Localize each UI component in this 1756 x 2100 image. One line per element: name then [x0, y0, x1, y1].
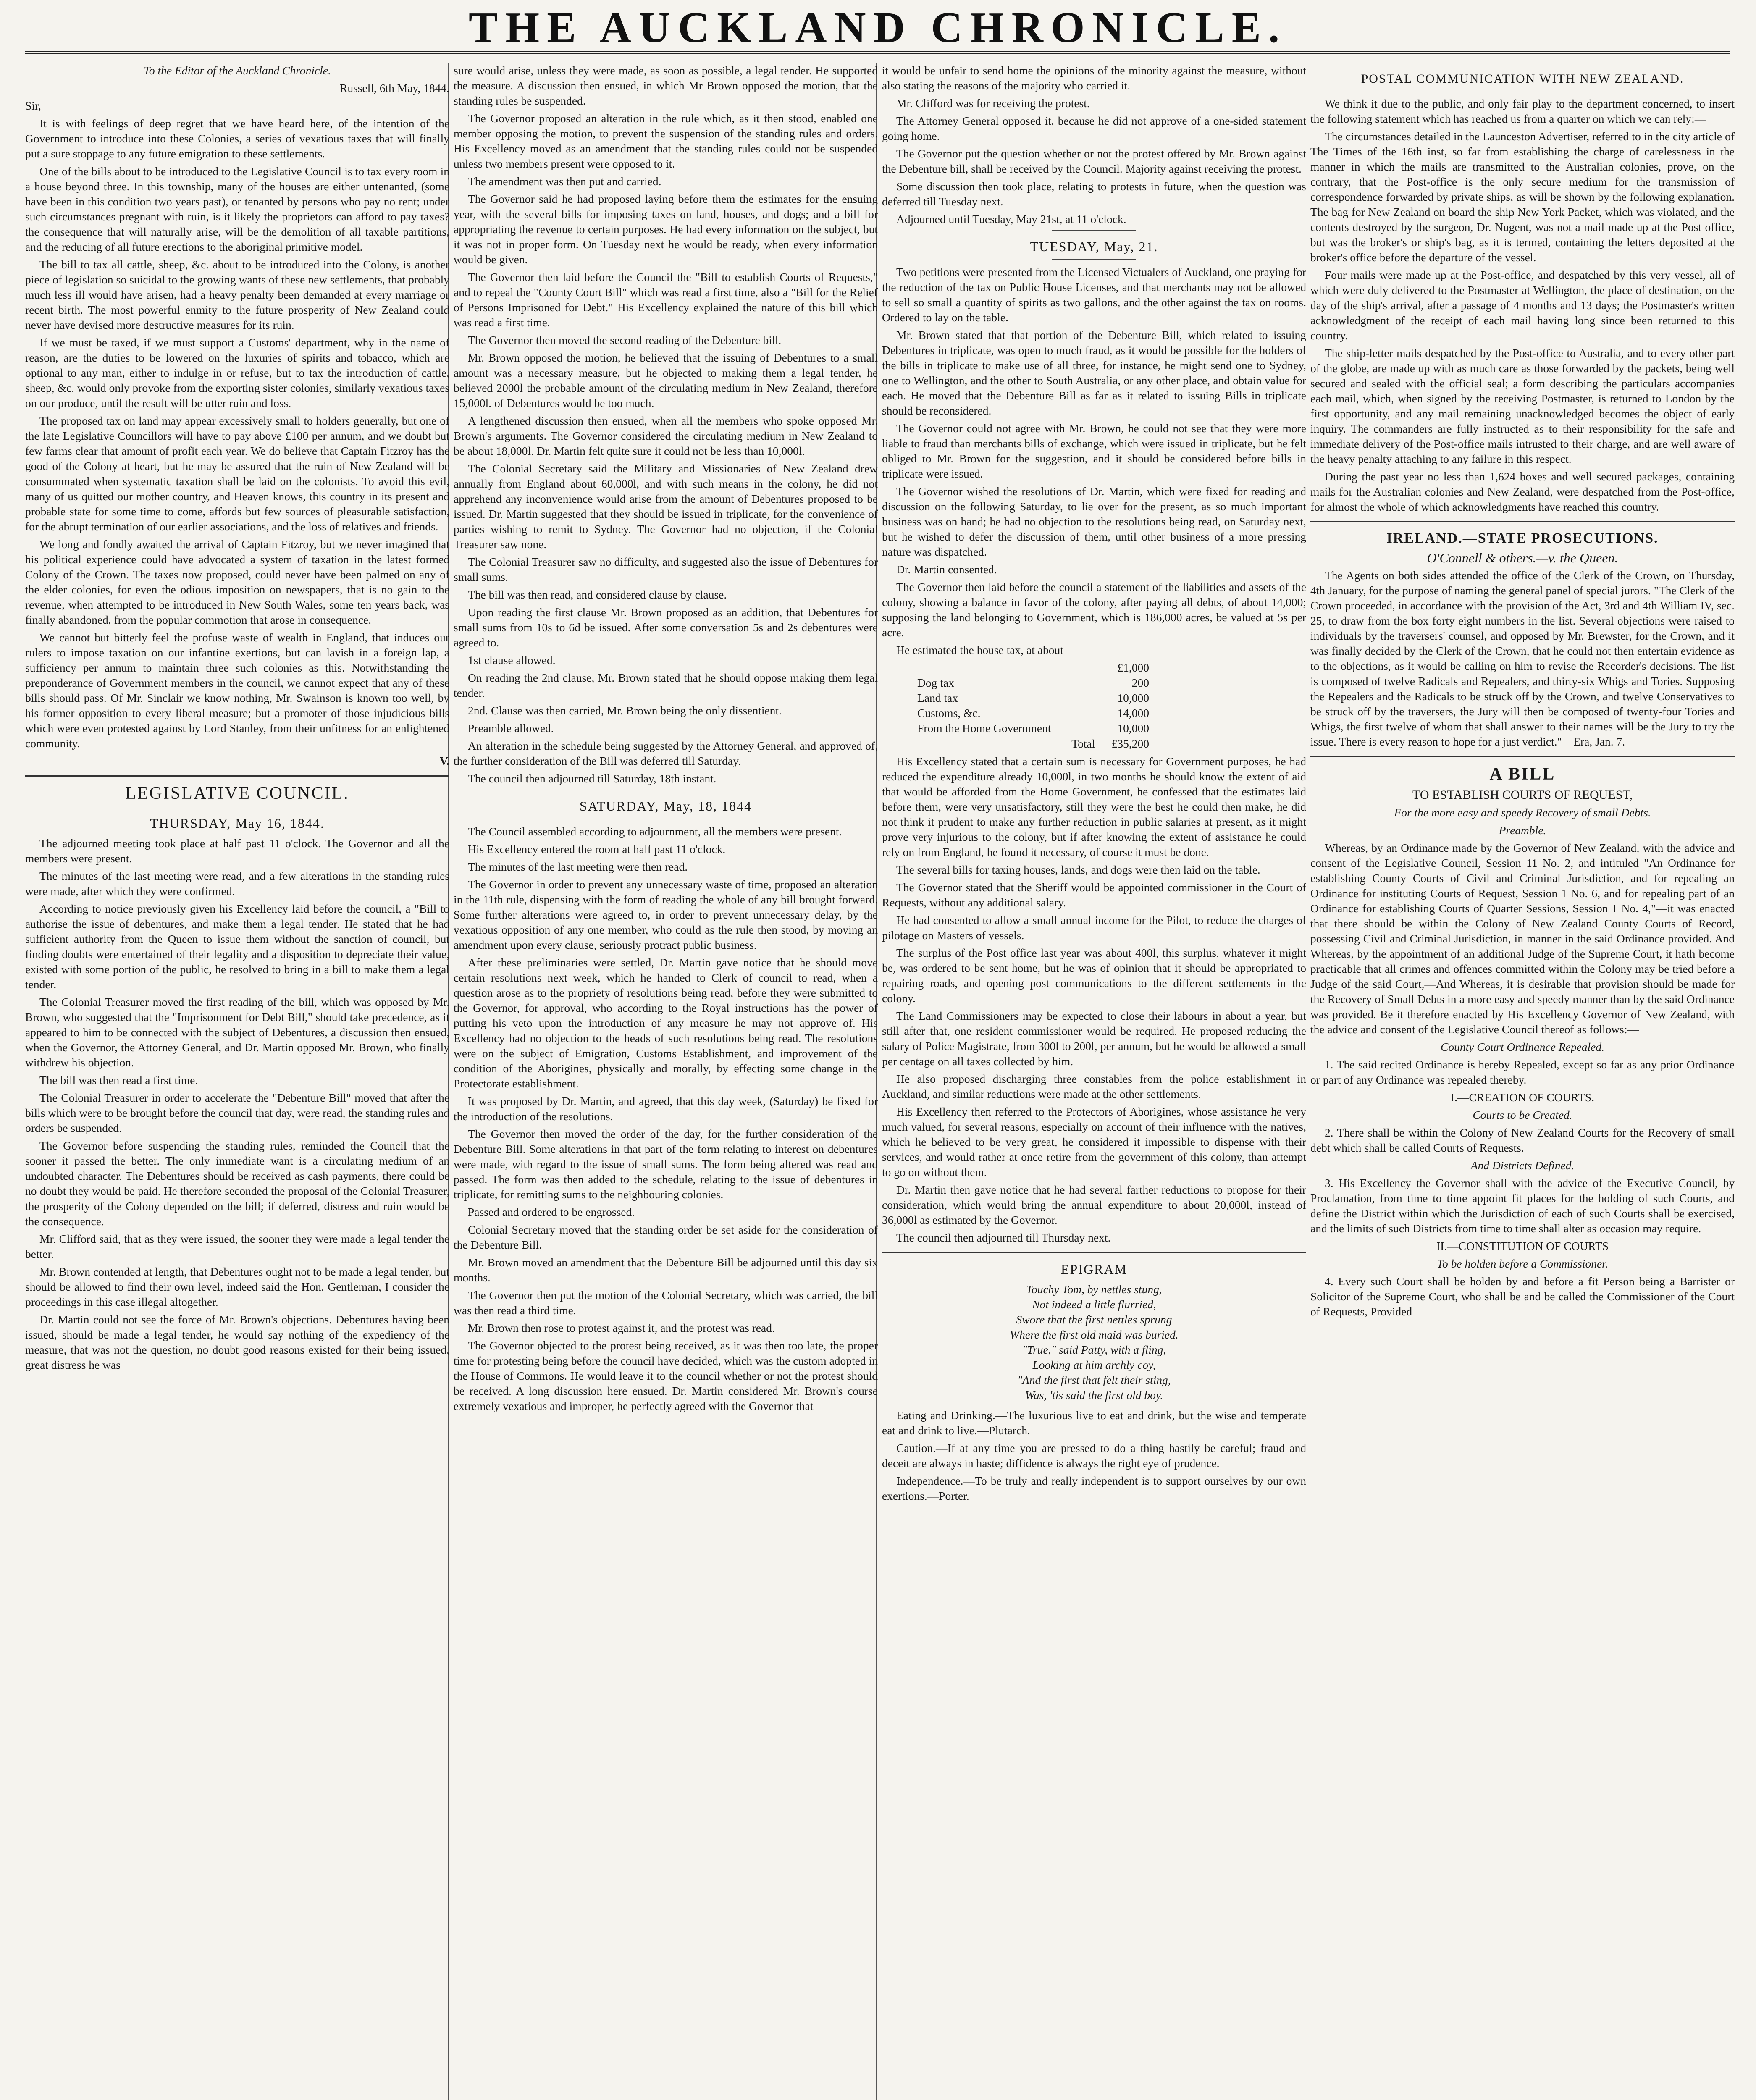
bill-subtitle: For the more easy and speedy Recovery of small Debts.: [1394, 806, 1651, 819]
report-paragraph: After these preliminaries were settled, Dr. Martin gave notice that he should move certain resolutions next week, which he handed to Clerk of council to read, when a question arose as to the propriety of resolutions being read, before they were submitted to the Governor, for approval, who according to the Royal instructions has the power of putting his veto upon the introduction of any measure he may not approve of. His Excellency had no objection to the heads of such resolutions being read. The resolutions were on the subject of Emigration, Customs Establishment, and improvement of the condition of the Aborigines, physically and morally, by effecting some change in the Protectorate establishment.: [454, 956, 878, 1090]
report-paragraph: sure would arise, unless they were made, as soon as possible, a legal tender. He supported the measure. A discussion then ensued, in which Mr Brown opposed the motion, that the standing rules be suspended.: [454, 64, 878, 107]
letter-paragraph: The bill to tax all cattle, sheep, &c. about to be introduced into the Colony, is another piece of legislation so suicidal to the growing wants of these new settlements, that probably much less ill would have arisen, had a heavy penalty been demanded at every marriage or recent birth. The most powerful enmity to the future prosperity of New Zealand could never have devised more destructive measures for its ruin.: [25, 258, 449, 331]
section-heading-ireland: IRELAND.—STATE PROSECUTIONS.: [1386, 530, 1659, 546]
table-cell-value: £1,000: [1117, 661, 1149, 674]
report-paragraph: The minutes of the last meeting were read, and a few alterations in the standing rules were made, after which they were confirmed.: [25, 869, 449, 898]
table-row: [916, 675, 1151, 690]
report-paragraph: The Governor said he had proposed laying before them the estimates for the ensuing year, with the several bills for imposing taxes on land, houses, and dogs; and a bill for appropriating the revenue to certain purposes. He had every information on the subject, but it was not in proper form. On Tuesday next he would be ready, when every information would be given.: [454, 192, 878, 266]
column-1: [25, 63, 449, 2100]
report-paragraph: On reading the 2nd clause, Mr. Brown stated that he should oppose making them legal tender.: [454, 671, 878, 699]
report-paragraph: Dr. Martin then gave notice that he had several farther reductions to propose for their consideration, which would bring the annual expenditure to about 20,000l, instead of 36,000l as estimated by the Governor.: [882, 1183, 1306, 1226]
miscellany-item: Eating and Drinking.—The luxurious live to eat and drink, but the wise and temperate eat and drink to live.—Plutarch.: [882, 1409, 1306, 1437]
report-paragraph: His Excellency stated that a certain sum is necessary for Government purposes, he had reduced the expenditure already 10,000l, in two months he should know the extent of aid that would be afforded from the Home Government, he confessed that the estimates laid before them, were very unsatisfactory, still they were the best he could then make, he did not think it prudent to make any further reduction in public salaries at present, as it might prove very injurious to the colony, but if after knowing the extent of assistance he could rely on from England, he found it necessary, of course it must be done.: [882, 755, 1306, 858]
poem-line: Where the first old maid was buried.: [1010, 1328, 1179, 1341]
heading-rule: [1052, 230, 1136, 231]
date-heading-saturday: SATURDAY, May, 18, 1844: [579, 798, 752, 814]
section-divider: [1310, 521, 1735, 522]
report-paragraph: The Governor proposed an alteration in the rule which, as it then stood, enabled one member opposing the motion, to prevent the suspension of the standing rules and orders. His Excellency moved as an amendment that the standing rules could not be suspended unless two members present were opposed to it.: [454, 112, 878, 170]
report-paragraph: The minutes of the last meeting were then read.: [468, 860, 688, 873]
report-paragraph: Colonial Secretary moved that the standing order be set aside for the consideration of the Debenture Bill.: [454, 1223, 878, 1251]
report-paragraph: Preamble allowed.: [468, 722, 554, 735]
poem-line: Was, 'tis said the first old boy.: [1025, 1389, 1163, 1402]
bill-section-heading: Courts to be Created.: [1473, 1108, 1572, 1121]
letter-paragraph: If we must be taxed, if we must support a Customs' department, why in the name of reason, are the duties to be lowered on the luxuries of spirits and tobacco, which are optional to any man, either to indulge in or refuse, but to tax the introduction of cattle, sheep, &c. would only provoke from the exporting sister colonies, similarly vexatious taxes on our produce, until the result will be utter ruin and loss.: [25, 336, 449, 410]
report-paragraph: Upon reading the first clause Mr. Brown proposed as an addition, that Debentures for small sums from 10s to 6d be issued. After some conversation 5s and 2s debentures were agreed to.: [454, 606, 878, 649]
report-paragraph: Mr. Brown then rose to protest against it, and the protest was read.: [468, 1321, 775, 1334]
report-paragraph: It was proposed by Dr. Martin, and agreed, that this day week, (Saturday) be fixed for the introduction of the resolutions.: [454, 1095, 878, 1123]
table-cell-label: From the Home Government: [917, 722, 1051, 735]
report-paragraph: The Governor then moved the order of the day, for the further consideration of the Debenture Bill. Some alterations in that part of the form relating to interest on debentures were made, with regard to the issue of small sums. The form being altered was read and passed. The form was then added to the schedule, relating to the issue of debentures in triplicate, for remitting sums to the neighbouring colonies.: [454, 1127, 878, 1201]
report-paragraph: His Excellency then referred to the Protectors of Aborigines, whose assistance he very much valued, for several reasons, especially on account of their influence with the natives, which he believed to be very great, he considered it impossible to dispense with their services, and would rather at once retire from the government of this colony, than attempt to go on without them.: [882, 1105, 1306, 1179]
report-paragraph: The Governor then put the motion of the Colonial Secretary, which was carried, the bill was then read a third time.: [454, 1289, 878, 1317]
epigram-poem: [882, 1282, 1306, 1403]
report-paragraph: The bill was then read a first time.: [39, 1074, 198, 1087]
report-paragraph: The adjourned meeting took place at half past 11 o'clock. The Governor and all the members were present.: [25, 837, 449, 865]
table-cell-value: 10,000: [1117, 722, 1149, 735]
poem-line: "And the first that felt their sting,: [1017, 1373, 1171, 1386]
table-row: [916, 721, 1151, 736]
letter-addressee: To the Editor of the Auckland Chronicle.: [144, 64, 331, 77]
table-cell-value: 200: [1131, 676, 1149, 689]
report-paragraph: Mr. Brown contended at length, that Debentures ought not to be made a legal tender, but should be allowed to find their own level, indeed said the Hon. Gentleman, I consider the proceedings in this case illegal altogether.: [25, 1265, 449, 1308]
letter-signature: V.: [439, 754, 449, 767]
article-paragraph: During the past year no less than 1,624 boxes and well secured packages, containing mails for the Australian colonies and New Zealand, were despatched from the Post-office, for almost the whole of which acknowledgments have reached this country.: [1310, 470, 1735, 513]
bill-paragraph: Whereas, by an Ordinance made by the Governor of New Zealand, with the advice and consent of the Legislative Council, Session 11 No. 2, and intituled "An Ordinance for establishing County Courts of Civil and Criminal Jurisdiction, and for repealing an Ordinance for instituting Courts of Request, Session 1 No. 6, and for repealing part of an Ordinance for establishing Courts of Quarter Sessions, Session 1 No. 4,"—it was enacted that there should be within the Colony of New Zealand County Courts of Record, possessing Civil and Criminal Jurisdiction, in manner in the said Ordinance provided. And Whereas, by the appointment of an additional Judge of the Supreme Court, it hath become practicable that all crimes and offences committed within the Colony may be tried before a Judge of the said Court,—And Whereas, it is desirable that provision should be made for the Recovery of Small Debts in a more easy and speedy manner than by the said Ordinance was provided. Be it therefore enacted by His Excellency Governor of New Zealand, with the advice and consent of the Legislative Council thereof as follows:—: [1310, 841, 1735, 1036]
report-paragraph: Mr. Brown moved an amendment that the Debenture Bill be adjourned until this day six months.: [454, 1256, 878, 1284]
newspaper-title: THE AUCKLAND CHRONICLE.: [468, 3, 1287, 52]
report-paragraph: An alteration in the schedule being suggested by the Attorney General, and approved of, the further consideration of the Bill was deferred till Saturday.: [454, 739, 878, 767]
masthead: [25, 5, 1730, 54]
heading-rule: [1052, 259, 1136, 260]
report-paragraph: The Governor stated that the Sheriff would be appointed commissioner in the Court of Requests, without any additional salary.: [882, 881, 1306, 909]
bill-title: TO ESTABLISH COURTS OF REQUEST,: [1412, 788, 1633, 802]
report-paragraph: Passed and ordered to be engrossed.: [468, 1205, 635, 1218]
bill-section-heading: To be holden before a Commissioner.: [1437, 1257, 1608, 1270]
report-paragraph: Mr. Clifford was for receiving the protest.: [896, 97, 1090, 110]
miscellany-item: Caution.—If at any time you are pressed to do a thing hastily be careful; fraud and deceit are always in haste; diffidence is always the right eye of prudence.: [882, 1441, 1306, 1470]
poem-line: Touchy Tom, by nettles stung,: [1026, 1283, 1162, 1296]
table-total-label: Total: [916, 736, 1097, 752]
report-paragraph: The Governor then laid before the council a statement of the liabilities and assets of the colony, showing a balance in favor of the colony, after paying all debts, of about 14,000; supposing the land belonging to Government, which is 186,000 acres, be valued at 5s per acre.: [882, 580, 1306, 639]
bill-section-heading: And Districts Defined.: [1470, 1159, 1575, 1172]
table-row: [916, 660, 1151, 675]
report-paragraph: The Council assembled according to adjournment, all the members were present.: [468, 825, 842, 838]
table-cell-label: Land tax: [917, 691, 958, 704]
report-paragraph: The several bills for taxing houses, lands, and dogs were then laid on the table.: [896, 863, 1260, 876]
report-paragraph: He estimated the house tax, at about: [896, 643, 1063, 656]
report-paragraph: Mr. Brown opposed the motion, he believed that the issuing of Debentures to a small amount was a necessary measure, but he objected to making them a legal tender, he believed 2000l the probable amount of the circulating medium in New Zealand, therefore 15,000l. of Debentures would be too much.: [454, 351, 878, 410]
table-total-row: [916, 736, 1151, 752]
report-paragraph: 1st clause allowed.: [468, 654, 556, 667]
bill-clause: 1. The said recited Ordinance is hereby Repealed, except so far as any prior Ordinance or part of any Ordinance was repealed thereby.: [1310, 1058, 1735, 1086]
report-paragraph: Two petitions were presented from the Licensed Victualers of Auckland, one praying for the reduction of the tax on Public House Licenses, and that merchants may not be allowed to sell so small a quantity of spirits as two gallons, and the other against the tax on rooms. Ordered to lay on the table.: [882, 265, 1306, 324]
column-3: [882, 63, 1306, 2100]
bill-part-heading: II.—CONSTITUTION OF COURTS: [1436, 1239, 1609, 1252]
report-paragraph: The Governor then laid before the Council the "Bill to establish Courts of Requests," and to repeal the "County Court Bill" which was read a first time, also a "Bill for the Relief of Persons Imprisoned for Debt." His Excellency explained the nature of this bill which was read a first time.: [454, 270, 878, 329]
report-paragraph: The Governor put the question whether or not the protest offered by Mr. Brown against the Debenture bill, shall be received by the Council. Majority against receiving the protest.: [882, 147, 1306, 175]
report-paragraph: Mr. Clifford said, that as they were issued, the sooner they were made a legal tender the better.: [25, 1232, 449, 1260]
report-paragraph: The Governor before suspending the standing rules, reminded the Council that the sooner it passed the better. The only immediate want is a circulating medium of an undoubted character. The Debentures should be received as cash payments, there could be no doubt they would be paid. He therefore seconded the proposal of the Colonial Treasurer, the prosperity of the Colony depended on the bill; if deferred, distress and ruin would be the consequence.: [25, 1139, 449, 1228]
article-paragraph: We think it due to the public, and only fair play to the department concerned, to insert the following statement which has reached us from a quarter on which we can rely:—: [1310, 97, 1735, 125]
article-paragraph: The circumstances detailed in the Launceston Advertiser, referred to in the city article of The Times of the 16th inst, so far from establishing the charge of carelessness in the manner in which the mails are transmitted to the Australian colonies, prove, on the contrary, that the Post-office is the only secure medium for the transmission of correspondence forwarded by private ships, as will be shown by the following explanation. The bag for New Zealand on board the ship New York Packet, which was violated, and the contents destroyed by the surgeon, Dr. Nugent, was not a mail made up at the Post office, but was the broker's or ship's bag, as it is termed, containing the letters deposited at the broker's office before the departure of the vessel.: [1310, 130, 1735, 264]
report-paragraph: His Excellency entered the room at half past 11 o'clock.: [468, 843, 726, 856]
report-paragraph: The Colonial Treasurer saw no difficulty, and suggested also the issue of Debentures for small sums.: [454, 555, 878, 583]
report-paragraph: He had consented to allow a small annual income for the Pilot, to reduce the charges of pilotage on Masters of vessels.: [882, 914, 1306, 942]
article-paragraph: The ship-letter mails despatched by the Post-office to Australia, and to every other part of the globe, are made up with as much care as those forwarded by the packets, being well secured and sealed with the official seal; a form describing the particulars accompanies each mail, which, when signed by the receiving Postmaster, is returned to London by the first opportunity, and any mail remaining unacknowledged becomes the object of early inquiry. The commanders are fully instructed as to their responsibility for the safe and immediate delivery of the Post-office mails intrusted to their charge, and are well aware of the heavy penalty attaching to any failure in this respect.: [1310, 346, 1735, 465]
report-paragraph: The council then adjourned till Saturday, 18th instant.: [468, 772, 717, 785]
report-paragraph: The Governor wished the resolutions of Dr. Martin, which were fixed for reading and discussion on the following Saturday, to lie over for the present, as so much important business was on hand; he had no objection to the resolutions being read, on Saturday next, but he wished to defer the discussion of them, until other business of a more pressing nature was dispatched.: [882, 485, 1306, 558]
table-cell-label: Customs, &c.: [917, 706, 981, 719]
report-paragraph: The surplus of the Post office last year was about 400l, this surplus, whatever it might be, was ordered to be sent home, but he was of opinion that it should be appropriated to repairing roads, and opening post communications to the different settlements in the colony.: [882, 946, 1306, 1005]
report-paragraph: The Governor then moved the second reading of the Debenture bill.: [468, 333, 782, 346]
table-row: [916, 706, 1151, 721]
report-paragraph: He also proposed discharging three constables from the police establishment in Auckland, and similar reductions were made at the other settlements.: [882, 1072, 1306, 1100]
poem-line: Not indeed a little flurried,: [1032, 1298, 1156, 1311]
letter-paragraph: We cannot but bitterly feel the profuse waste of wealth in England, that induces our rulers to impose taxation on our infantine exertions, but can lavish in a foreign lap, a sufficiency per annum to maintain three such colonies as this. Notwithstanding the preponderance of Government members in the council, we cannot expect that any of these bills should pass. Of Mr. Sinclair we know nothing, Mr. Swainson is known too well, by his former opposition to every liberal measure; but a promoter of those injudicious bills which were even protested against by Lord Stanley, from their unfitness for an enlightened community.: [25, 631, 449, 750]
miscellany-item: Independence.—To be truly and really independent is to support ourselves by our own exertions.—Porter.: [882, 1474, 1306, 1502]
letter-dateline: Russell, 6th May, 1844.: [340, 81, 449, 94]
report-paragraph: A lengthened discussion then ensued, when all the members who spoke opposed Mr. Brown's arguments. The Governor considered the circulating medium in New Zealand to be about 18,000l. Dr. Martin felt quite sure it could not be less than 10,000l.: [454, 414, 878, 457]
bill-preamble-label: Preamble.: [1499, 824, 1546, 837]
report-paragraph: Some discussion then took place, relating to protests in future, when the question was deferred till Tuesday next.: [882, 180, 1306, 208]
report-paragraph: Dr. Martin could not see the force of Mr. Brown's objections. Debentures having been issued, should be made a legal tender, he would say nothing of the expediency of the measure, that was not the question, no doubt good reasons existed for their being issued, great distress he was: [25, 1313, 449, 1371]
epigram-heading: EPIGRAM: [1060, 1262, 1127, 1277]
bill-part-heading: I.—CREATION OF COURTS.: [1450, 1091, 1595, 1104]
letter-paragraph: The proposed tax on land may appear excessively small to holders generally, but one of the late Legislative Councillors will have to pay above £100 per annum, and we doubt but few farms clear that amount of profit each year. We do believe that Captain Fitzroy has the good of the Colony at heart, but he may be assured that the ruin of New Zealand will be consummated when systematic taxation shall be laid on the colonists. To avoid this evil, many of us quitted our mother country, and Heaven knows, this country in its present and probable state for some time to come, affords but few sources of pleasurable satisfaction, for the abrupt termination of our earlier associations, and the loss of relatives and friends.: [25, 414, 449, 533]
table-cell-value: 14,000: [1117, 706, 1149, 719]
article-paragraph: The Agents on both sides attended the office of the Clerk of the Crown, on Thursday, 4th January, for the purpose of naming the general panel of special jurors. "The Clerk of the Crown proceeded, in accordance with the provision of the Act, 3rd and 4th William IV, sec. 25, to draw from the box forty eight numbers in the list. Several objections were raised to individuals by the traversers' counsel, and opposed by Mr. Brewster, for the Crown, and it was finally decided by the Clerk of the Crown, that he could not then entertain evidence as to the objections, as it would be calling on him to revise the Recorder's decisions. The list is composed of twelve Radicals and Repealers, and thirty-six Whigs and Tories. Supposing the Repealers and the Radicals to be struck off by the Crown, and twelve Conservatives to be struck off by the traversers, the Jury will then be composed of twenty-four Tories and Whigs, the first twelve of whom that shall answer to their names will be the Jury to try the issue. There is every reason to hope for a just verdict."—Era, Jan. 7.: [1310, 569, 1735, 748]
report-paragraph: The council then adjourned till Thursday next.: [896, 1231, 1111, 1244]
table-cell-label: [916, 660, 1097, 675]
letter-paragraph: We long and fondly awaited the arrival of Captain Fitzroy, but we never imagined that his political experience could have advocated a system of taxation in the latest formed Colony of the Crown. The taxes now proposed, could never have been palmed on any of the elder colonies, for even the odious imposition on newspapers, that is no gain to the revenue, when attempted to be introduced in New South Wales, some ten years back, was finally abandoned, from the popular commotion that arose in consequence.: [25, 538, 449, 626]
report-paragraph: The Governor objected to the protest being received, as it was then too late, the proper time for protesting being before the council have decided, which was the custom adopted in the House of Commons. He would leave it to the council whether or not the protest should be received. A long discussion here ensued. Dr. Martin considered Mr. Brown's course extremely vexatious and improper, he perfectly agreed with the Governor that: [454, 1339, 878, 1412]
bill-section-heading: County Court Ordinance Repealed.: [1440, 1040, 1605, 1053]
table-total-value: £35,200: [1097, 736, 1151, 752]
poem-line: Swore that the first nettles sprung: [1016, 1313, 1172, 1326]
section-heading-postal: POSTAL COMMUNICATION WITH NEW ZEALAND.: [1361, 72, 1684, 86]
poem-line: "True," said Patty, with a fling,: [1022, 1343, 1166, 1356]
date-heading-thursday: THURSDAY, May 16, 1844.: [150, 816, 325, 831]
column-2: [454, 63, 878, 2100]
report-paragraph: The Colonial Treasurer moved the first reading of the bill, which was opposed by Mr. Brown, who suggested that the "Imprisonment for Debt Bill," should take precedence, as it appeared to him to be connected with the subject of Debentures, a discussion then ensued, when the Governor, the Attorney General, and Dr. Martin opposed Mr. Brown, who finally withdrew his objection.: [25, 995, 449, 1069]
poem-line: Looking at him archly coy,: [1032, 1358, 1156, 1371]
bill-clause: 4. Every such Court shall be holden by and before a fit Person being a Barrister or Solicitor of the Supreme Court, who shall be and be called the Commissioner of the Court of Requests, Provided: [1310, 1275, 1735, 1318]
section-divider: [882, 1252, 1306, 1253]
report-paragraph: Mr. Brown stated that that portion of the Debenture Bill, which related to issuing Debentures in triplicate, was open to much fraud, as it would be possible for the holders of the bills in triplicate to make use of all three, for instance, he might send one to Sydney, one to Wellington, and the other to South Australia, or any other place, and obtain value for each. He moved that the Debenture Bill as far as it related to issuing Bills in triplicate should be reconsidered.: [882, 328, 1306, 417]
letter-paragraph: One of the bills about to be introduced to the Legislative Council is to tax every room in a house beyond three. In this township, many of the houses are either untenanted, (some have been in this condition two years past), or tenanted by persons who pay no rent; under such circumstances pregnant with ruin, is it likely the proprietors can afford to pay taxes? the consequence that will naturally arise, will be the demolition of all taxable partitions, and the reducing of all future erections to the aboriginal primitive model.: [25, 165, 449, 253]
section-heading-legislative-council: LEGISLATIVE COUNCIL.: [125, 784, 349, 803]
bill-clause: 3. His Excellency the Governor shall with the advice of the Executive Council, by Proclamation, from time to time appoint fit places for the holding of such Courts, and define the District within which the Jurisdiction of each of such Courts shall be exercised, and the limits of such Districts from time to time shall alter as occasion may require.: [1310, 1176, 1735, 1235]
table-row: [916, 690, 1151, 706]
report-paragraph: The Colonial Secretary said the Military and Missionaries of New Zealand drew annually from England about 60,000l, and with such means in the colony, he did not apprehend any inconvenience would arise from the amount of Debentures proposed to be issued. Dr. Martin suggested that they should be issued in triplicate, for the convenience of parties wishing to remit to Sydney. The Governor had no objection, if the Colonial Treasurer saw none.: [454, 462, 878, 551]
report-paragraph: The amendment was then put and carried.: [468, 175, 661, 188]
report-paragraph: Dr. Martin consented.: [896, 563, 997, 576]
letter-paragraph: It is with feelings of deep regret that we have heard here, of the intention of the Government to introduce into these Colonies, a series of vexatious taxes that will finally put a sure stoppage to any future emigration to these settlements.: [25, 117, 449, 160]
table-cell-label: Dog tax: [917, 676, 954, 689]
report-paragraph: 2nd. Clause was then carried, Mr. Brown being the only dissentient.: [468, 704, 782, 717]
report-paragraph: The Land Commissioners may be expected to close their labours in about a year, but still after that, one resident commissioner would be required. He proposed reducing the salary of Police Magistrate, from 300l to 200l, per annum, but he would be allowed a small per centage on all taxes collected by him.: [882, 1009, 1306, 1068]
report-paragraph: The Governor in order to prevent any unnecessary waste of time, proposed an alteration in the 11th rule, dispensing with the form of reading the whole of any bill brought forward. Some further alterations were agreed to, in order to prevent unnecessary delay, by the vexatious opposition of any one member, who could as the rule then stood, by moving an amendment upon every clause, seriously protract public business.: [454, 878, 878, 951]
report-paragraph: it would be unfair to send home the opinions of the minority against the measure, without also stating the reasons of the majority who carried it.: [882, 64, 1306, 92]
report-paragraph: Adjourned until Tuesday, May 21st, at 11 o'clock.: [896, 213, 1126, 226]
section-divider: [25, 775, 449, 777]
letter-salutation: Sir,: [25, 99, 41, 112]
table-cell-value: 10,000: [1117, 691, 1149, 704]
column-4: [1310, 63, 1735, 2100]
report-paragraph: The Attorney General opposed it, because he did not approve of a one-sided statement going home.: [882, 114, 1306, 142]
revenue-estimate-table: [916, 660, 1151, 751]
report-paragraph: The Colonial Treasurer in order to accelerate the "Debenture Bill" moved that after the bills which were to be brought before the council that day, were read, the standing rules and orders be suspended.: [25, 1091, 449, 1134]
report-paragraph: According to notice previously given his Excellency laid before the council, a "Bill to authorise the issue of debentures, and make them a legal tender. He stated that he had sufficient authority from the Queen to issue them without the sanction of council, but finding doubts were entertained of their legality and a disposition to depreciate their value, existed with some portion of the public, he resolved to bring in a bill to make them a legal tender.: [25, 902, 449, 991]
section-divider: [1310, 756, 1735, 757]
report-paragraph: The bill was then read, and considered clause by clause.: [468, 588, 727, 601]
report-paragraph: The Governor could not agree with Mr. Brown, he could not see that they were more liable to fraud than merchants bills of exchange, which were issued in triplicate, but he felt obliged to Mr. Brown for the suggestion, and it should be considered before bills in triplicate were issued.: [882, 422, 1306, 480]
bill-clause: 2. There shall be within the Colony of New Zealand Courts for the Recovery of small debt which shall be called Courts of Requests.: [1310, 1126, 1735, 1154]
article-paragraph: Four mails were made up at the Post-office, and despatched by this very vessel, all of which were duly delivered to the Postmaster at Wellington, the place of destination, on the day of the ship's arrival, after a passage of 4 months and 13 days; the Postmaster's written acknowledgment of the receipt of each mail having long since been returned to this country.: [1310, 268, 1735, 342]
date-heading-tuesday: TUESDAY, May, 21.: [1030, 239, 1158, 254]
bill-heading: A BILL: [1489, 764, 1556, 784]
section-subheading: O'Connell & others.—v. the Queen.: [1427, 550, 1618, 565]
